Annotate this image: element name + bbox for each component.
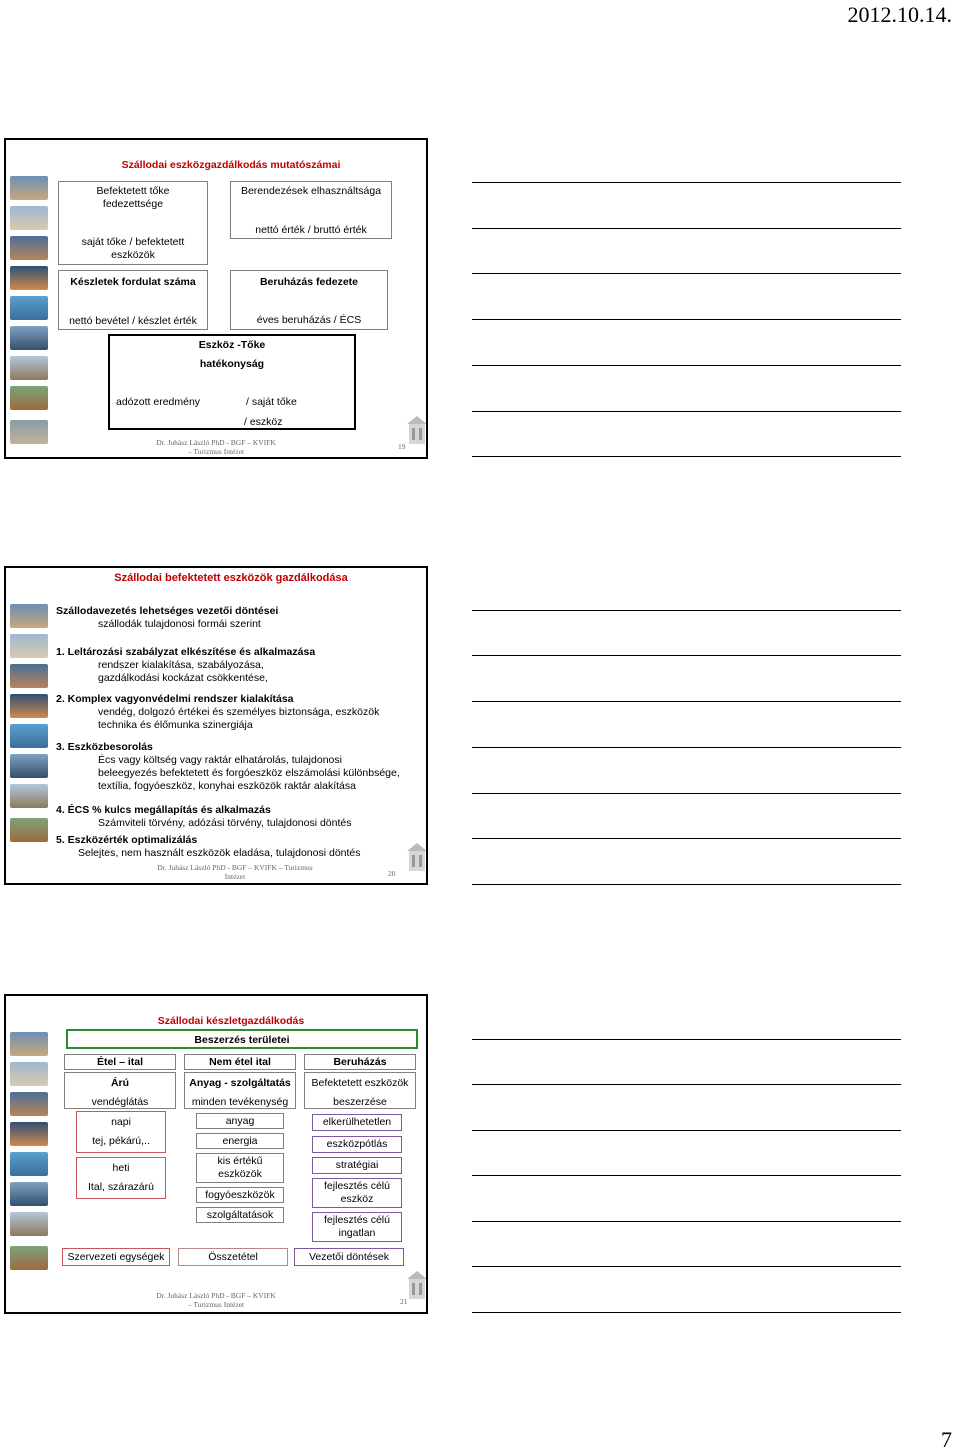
col3-sub: Befektetett eszközök beszerzése xyxy=(304,1072,416,1109)
note-line xyxy=(472,182,901,183)
box-asset-efficiency xyxy=(108,334,356,430)
col2-item: energia xyxy=(196,1133,284,1149)
slide-footer: Dr. Juhász László PhD - BGF – KVIFK – Turizmus Intézet xyxy=(156,438,276,456)
photo-strip xyxy=(8,140,52,457)
bottom-org-units: Szervezeti egységek xyxy=(62,1248,170,1266)
list-item: 2. Komplex vagyonvédelmi rendszer kialakítása vendég, dolgozó értékei és személyes biztonsága, eszközök technika és élőmunka szinergiája xyxy=(56,693,380,731)
page-date: 2012.10.14. xyxy=(847,2,952,27)
note-line xyxy=(472,365,901,366)
list-item: 4. ÉCS % kulcs megállapítás és alkalmazás Számviteli törvény, adózási törvény, tulajdonosi döntés xyxy=(56,804,352,829)
slide-title: Szállodai befektetett eszközök gazdálkodása xyxy=(114,572,348,584)
note-line xyxy=(472,456,901,457)
slide-19 xyxy=(4,138,428,459)
col2-sub: Anyag - szolgáltatás minden tevékenység xyxy=(184,1072,296,1109)
note-line xyxy=(472,1312,901,1313)
box-left-text: adózott eredmény xyxy=(116,396,201,408)
slide-21 xyxy=(4,994,428,1314)
box-title: Készletek fordulat száma xyxy=(70,276,196,288)
note-line xyxy=(472,838,901,839)
slide-footer: Dr. Juhász László PhD - BGF – KVIFK – Turizmus Intézet xyxy=(156,1291,276,1309)
building-icon xyxy=(406,842,428,872)
note-line xyxy=(472,1039,901,1040)
box-title: Beruházás fedezete xyxy=(259,276,359,288)
note-line xyxy=(472,228,901,229)
box-title: Berendezések elhasználtsága xyxy=(240,185,382,197)
box-capital-coverage xyxy=(58,181,208,265)
bottom-management-decisions: Vezetői döntések xyxy=(294,1248,404,1266)
col2-head: Nem étel ital xyxy=(184,1054,296,1070)
note-line xyxy=(472,884,901,885)
box-inventory-turnover xyxy=(58,270,208,330)
note-line xyxy=(472,610,901,611)
building-icon xyxy=(406,1270,428,1300)
col2-item: kis értékű eszközök xyxy=(196,1153,284,1183)
photo-strip xyxy=(8,996,52,1312)
col2-item: anyag xyxy=(196,1113,284,1129)
page-number: 7 xyxy=(941,1427,952,1452)
box-investment-coverage xyxy=(230,270,388,330)
col2-item: fogyóeszközök xyxy=(196,1187,284,1203)
box-right-text-1: / saját tőke xyxy=(246,396,297,408)
col1-daily-box: napi tej, pékárú,.. xyxy=(76,1111,166,1153)
box-text: éves beruházás / ÉCS xyxy=(256,314,362,326)
list-item: 5. Eszközérték optimalizálás Selejtes, nem használt eszközök eladása, tulajdonosi döntés xyxy=(56,834,361,859)
note-line xyxy=(472,1175,901,1176)
note-line xyxy=(472,1130,901,1131)
col3-item: elkerülhetetlen xyxy=(312,1114,402,1131)
note-line xyxy=(472,319,901,320)
list-item: 3. Eszközbesorolás Écs vagy költség vagy raktár elhatárolás, tulajdonosi beleegyezés befektetett és forgóeszköz elszámolási különbsége, textília, fogyóeszköz, konyhai eszközök raktár alakítása xyxy=(56,741,400,792)
box-equipment-wear xyxy=(230,181,392,239)
note-line xyxy=(472,655,901,656)
col2-item: szolgáltatások xyxy=(196,1207,284,1223)
procurement-area-box: Beszerzés területei xyxy=(66,1029,418,1049)
note-line xyxy=(472,1266,901,1267)
col3-item: fejlesztés célú eszköz xyxy=(312,1178,402,1208)
box-title: Befektetett tőke fedezettsége xyxy=(96,185,170,210)
intro-sub: szállodák tulajdonosi formái szerint xyxy=(98,618,261,630)
slide-number: 21 xyxy=(400,1297,408,1306)
col1-sub: Árú vendéglátás xyxy=(64,1072,176,1109)
slide-title: Szállodai készletgazdálkodás xyxy=(157,1015,305,1027)
intro-bold: Szállodavezetés lehetséges vezetői döntései xyxy=(56,605,279,617)
slide-20 xyxy=(4,566,428,885)
col1-head: Étel – ital xyxy=(64,1054,176,1070)
building-icon xyxy=(406,415,428,445)
slide-number: 20 xyxy=(388,869,396,878)
slide-footer: Dr. Juhász László PhD - BGF – KVIFK – Turizmus Intézet xyxy=(157,863,313,881)
col1-weekly-box: heti Ital, szárazárú xyxy=(76,1157,166,1199)
box-text: saját tőke / befektetett eszközök xyxy=(81,236,185,261)
col3-item: eszközpótlás xyxy=(312,1136,402,1153)
note-line xyxy=(472,273,901,274)
intro xyxy=(56,605,278,631)
note-line xyxy=(472,701,901,702)
col3-head: Beruházás xyxy=(304,1054,416,1070)
note-line xyxy=(472,747,901,748)
box-text: nettó bevétel / készlet érték xyxy=(69,315,197,327)
col3-item: fejlesztés célú ingatlan xyxy=(312,1212,402,1242)
box-title: Eszköz -Tőke xyxy=(198,339,266,351)
note-line xyxy=(472,411,901,412)
box-right-text-2: / eszköz xyxy=(244,416,283,428)
note-line xyxy=(472,1221,901,1222)
note-line xyxy=(472,1084,901,1085)
bottom-composition: Összetétel xyxy=(178,1248,288,1266)
col3-item: stratégiai xyxy=(312,1157,402,1174)
slide-number: 19 xyxy=(398,442,406,451)
list-item: 1. Leltározási szabályzat elkészítése és alkalmazása rendszer kialakítása, szabályozása, gazdálkodási kockázat csökkentése, xyxy=(56,646,316,684)
note-line xyxy=(472,793,901,794)
slide-title: Szállodai eszközgazdálkodás mutatószámai xyxy=(121,159,341,171)
box-title-2: hatékonyság xyxy=(199,358,265,370)
photo-strip xyxy=(8,568,52,883)
box-text: nettó érték / bruttó érték xyxy=(255,224,367,236)
